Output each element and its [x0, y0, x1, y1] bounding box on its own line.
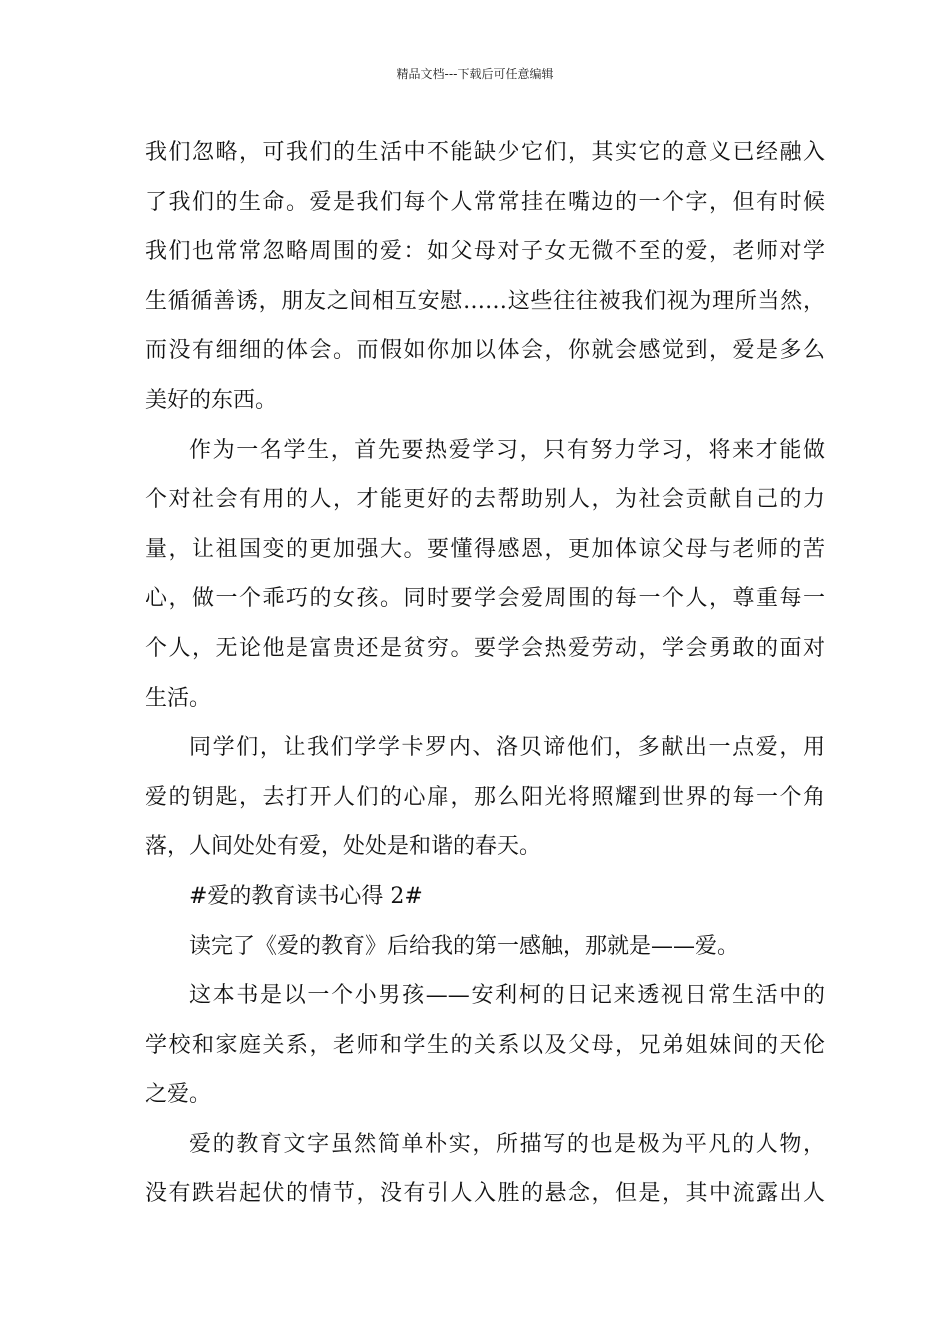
- paragraph-first-line: 同学们，让我们学学卡罗内、洛贝谛他们，多献出一点爱，用: [189, 735, 825, 761]
- text-line: 我们也常常忽略周围的爱：如父母对子女无微不至的爱，老师对学: [145, 239, 825, 265]
- text-line: 生循循善诱，朋友之间相互安慰……这些往往被我们视为理所当然，: [145, 288, 825, 314]
- text-line: 生活。: [145, 685, 212, 711]
- text-line: 爱的钥匙，去打开人们的心扉，那么阳光将照耀到世界的每一个角: [145, 784, 825, 810]
- page-header: 精品文档---下载后可任意编辑: [396, 67, 554, 81]
- paragraph-first-line: 这本书是以一个小男孩——安利柯的日记来透视日常生活中的: [189, 983, 825, 1009]
- section-heading: #爱的教育读书心得 2#: [189, 883, 423, 909]
- text-line: 学校和家庭关系，老师和学生的关系以及父母，兄弟姐妹间的天伦: [145, 1032, 825, 1058]
- text-line: 之爱。: [145, 1082, 212, 1108]
- text-line: 了我们的生命。爱是我们每个人常常挂在嘴边的一个字，但有时候: [145, 189, 825, 215]
- text-line: 美好的东西。: [145, 387, 278, 413]
- document-body: [145, 128, 825, 1219]
- text-line: 我们忽略，可我们的生活中不能缺少它们，其实它的意义已经融入: [145, 140, 825, 165]
- text-line: 落，人间处处有爱，处处是和谐的春天。: [145, 834, 542, 860]
- text-line: 而没有细细的体会。而假如你加以体会，你就会感觉到，爱是多么: [145, 338, 825, 364]
- text-line: 没有跌岩起伏的情节，没有引人入胜的悬念，但是，其中流露出人: [145, 1181, 825, 1207]
- paragraph-first-line: 读完了《爱的教育》后给我的第一感触，那就是——爱。: [189, 933, 740, 959]
- text-line: 个人，无论他是富贵还是贫穷。要学会热爱劳动，学会勇敢的面对: [145, 635, 825, 661]
- paragraph-first-line: 爱的教育文字虽然简单朴实，所描写的也是极为平凡的人物，: [189, 1131, 825, 1157]
- text-line: 量，让祖国变的更加强大。要懂得感恩，更加体谅父母与老师的苦: [145, 536, 825, 562]
- text-line: 心，做一个乖巧的女孩。同时要学会爱周围的每一个人，尊重每一: [145, 586, 825, 612]
- paragraph-first-line: 作为一名学生，首先要热爱学习，只有努力学习，将来才能做: [189, 437, 825, 463]
- text-line: 个对社会有用的人，才能更好的去帮助别人，为社会贡献自己的力: [145, 487, 825, 513]
